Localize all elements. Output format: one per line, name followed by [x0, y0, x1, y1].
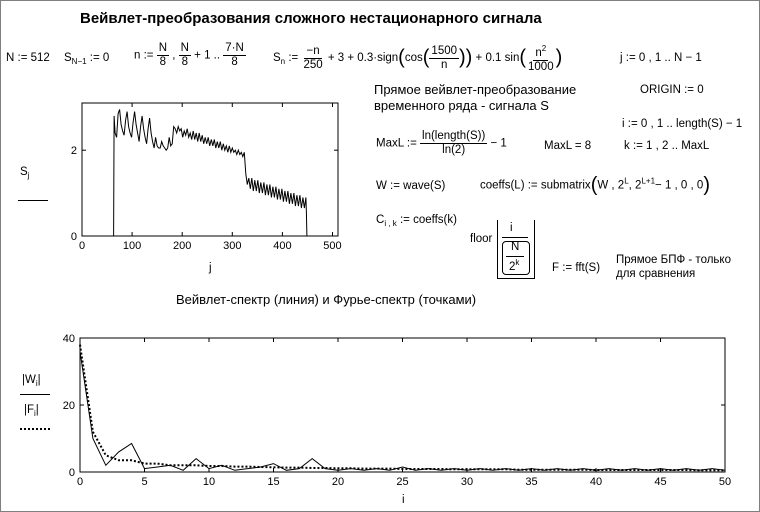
ylabel-W-sub: i — [35, 379, 38, 388]
sin-term: + 0.1 sin — [475, 52, 520, 65]
plot2-ytick-label: 0 — [68, 467, 75, 479]
exponent-k: k — [515, 258, 520, 267]
ylabel-sub: j — [27, 171, 30, 180]
fft-note-line1: Прямое БПФ - только — [616, 254, 731, 266]
base-2: 2 — [509, 261, 516, 273]
C-symbol: C — [376, 214, 385, 226]
plot2-xtick-label: 5 — [141, 476, 148, 488]
maxL-result[interactable]: MaxL = 8 — [544, 140, 592, 152]
ylabel-F: |F — [24, 404, 35, 416]
plot2-xtick-label: 35 — [525, 476, 538, 488]
frac-num: −n — [306, 44, 320, 57]
fft-note-line2: для сравнения — [616, 268, 696, 280]
plot2-xtick-label: 40 — [589, 476, 603, 488]
frac-den: n — [441, 58, 448, 71]
k-range-definition[interactable]: k := 1 , 2 .. MaxL — [624, 140, 710, 152]
frac-num: 1500 — [431, 44, 458, 57]
frac-den: 8 — [231, 56, 238, 68]
plot2-xtick-label: 50 — [718, 476, 732, 488]
W-definition[interactable]: W := wave(S) — [376, 180, 446, 192]
frac-den: 250 — [303, 58, 323, 71]
plot2-xtick-label: 25 — [396, 476, 409, 488]
sign-term: + 3 + 0.3·sign — [327, 52, 399, 65]
frac-den: 8 — [159, 56, 167, 68]
S-assign: := 0 — [89, 52, 110, 64]
frac-den: 8 — [181, 56, 188, 68]
floor-numerator: i — [510, 222, 513, 234]
exponent: 2 — [541, 44, 547, 53]
ylabel-F-bar: | — [35, 404, 39, 416]
F-definition[interactable]: F := fft(S) — [552, 262, 601, 274]
coeffs-arg-c: − 1 , 0 , 0 — [655, 179, 704, 192]
floor-inner-num: N — [511, 241, 520, 253]
S-symbol: S — [273, 52, 281, 65]
N-definition[interactable]: N := 512 — [6, 52, 50, 64]
worksheet-title: Вейвлет-преобразования сложного нестационарного сигнала — [80, 10, 542, 27]
plot1-xtick-label: 200 — [173, 240, 192, 252]
ylabel-S: S — [20, 166, 28, 178]
coeffs-definition[interactable]: coeffs(L) := submatrix(W , $2^L$, $2^{L+1}- 1$ , 0 , 0) — [480, 174, 710, 196]
exponent-L1: L+1 — [641, 176, 656, 186]
plot1-xtick-label: 300 — [223, 240, 242, 252]
spectrum-heading: Вейвлет-спектр (линия) и Фурье-спектр (точками) — [176, 292, 477, 307]
plot1-xtick-label: 500 — [323, 240, 342, 252]
exponent-L: L — [624, 176, 629, 186]
frac-den: 1000 — [528, 61, 554, 73]
plot1-xtick-label: 400 — [273, 240, 292, 252]
coeffs-arg-b: , 2 — [628, 179, 642, 192]
cos-word: cos — [404, 52, 423, 65]
comma: , — [172, 49, 176, 62]
frac-num: N — [158, 42, 168, 54]
floor-word: floor — [470, 233, 493, 245]
C-assign: := coeffs(k) — [399, 214, 457, 226]
assign-op: := — [288, 52, 299, 65]
plot2-ytick-label: 40 — [62, 333, 75, 345]
plot1-series-line — [82, 109, 338, 236]
plot2-xtick-label: 30 — [460, 476, 474, 488]
wavelet-heading-line2: временного ряда - сигнала S — [374, 98, 549, 113]
i-range-definition[interactable]: i := 0 , 1 .. length(S) − 1 — [622, 118, 743, 130]
ylabel-W: |W — [22, 374, 36, 386]
plot2-series-solid — [80, 351, 725, 470]
plot2-xtick-label: 45 — [654, 476, 667, 488]
S-subscript: N−1 — [71, 57, 87, 66]
plot2-xtick-label: 0 — [76, 476, 84, 488]
plot2-xlabel: i — [402, 494, 405, 506]
ylabel-W-bar: | — [37, 374, 41, 386]
maxL-assign: MaxL := — [376, 137, 417, 150]
plot1-xtick-label: 100 — [122, 240, 142, 252]
plot2-ytick-label: 20 — [62, 400, 75, 412]
plot1-xlabel: j — [209, 262, 212, 274]
range-op: + 1 .. — [194, 49, 221, 62]
ylabel-F-sub: i — [34, 409, 36, 418]
S-subscript: n — [280, 57, 286, 67]
plot1-signal[interactable] — [71, 103, 342, 252]
minus-one: − 1 — [490, 137, 507, 150]
S-symbol: S — [64, 52, 72, 64]
n-assign: n := — [134, 49, 154, 62]
wavelet-heading-line1: Прямое вейвлет-преобразование — [374, 82, 577, 97]
plot2-xtick-label: 20 — [331, 476, 345, 488]
origin-definition[interactable]: ORIGIN := 0 — [640, 84, 704, 96]
plot2-xtick-label: 15 — [267, 476, 280, 488]
C-subscript: i , k — [384, 219, 397, 228]
frac-num: ln(length(S)) — [422, 130, 486, 142]
frac-num: N — [180, 42, 189, 54]
plot1-ytick-label: 2 — [70, 145, 77, 158]
n-symbol: n — [535, 47, 542, 59]
coeffs-arg-a: W , 2 — [597, 179, 625, 192]
plot2-axes-box — [80, 338, 725, 472]
plot2-series-dotted — [80, 345, 725, 471]
plot1-ytick-label: 0 — [70, 231, 77, 243]
frac-num: 7·N — [225, 42, 244, 54]
plot2-xtick-label: 10 — [202, 476, 216, 488]
frac-den: ln(2) — [442, 144, 466, 156]
plot1-axes-box — [82, 103, 338, 236]
plot2-spectrum[interactable] — [63, 333, 731, 488]
j-range-definition[interactable]: j := 0 , 1 .. N − 1 — [620, 52, 702, 64]
Sn-definition[interactable]: $S_n$ := $\frac{-n}{250}$ + 3 + 0.3·sign(cos( $\frac{1500}{n}$ )) + 0.1 sin( $\frac{n^2}{1000}$ ) — [273, 44, 563, 73]
coeffs-lhs: coeffs(L) := submatrix — [480, 179, 591, 192]
plot1-xtick-label: 0 — [78, 240, 86, 252]
